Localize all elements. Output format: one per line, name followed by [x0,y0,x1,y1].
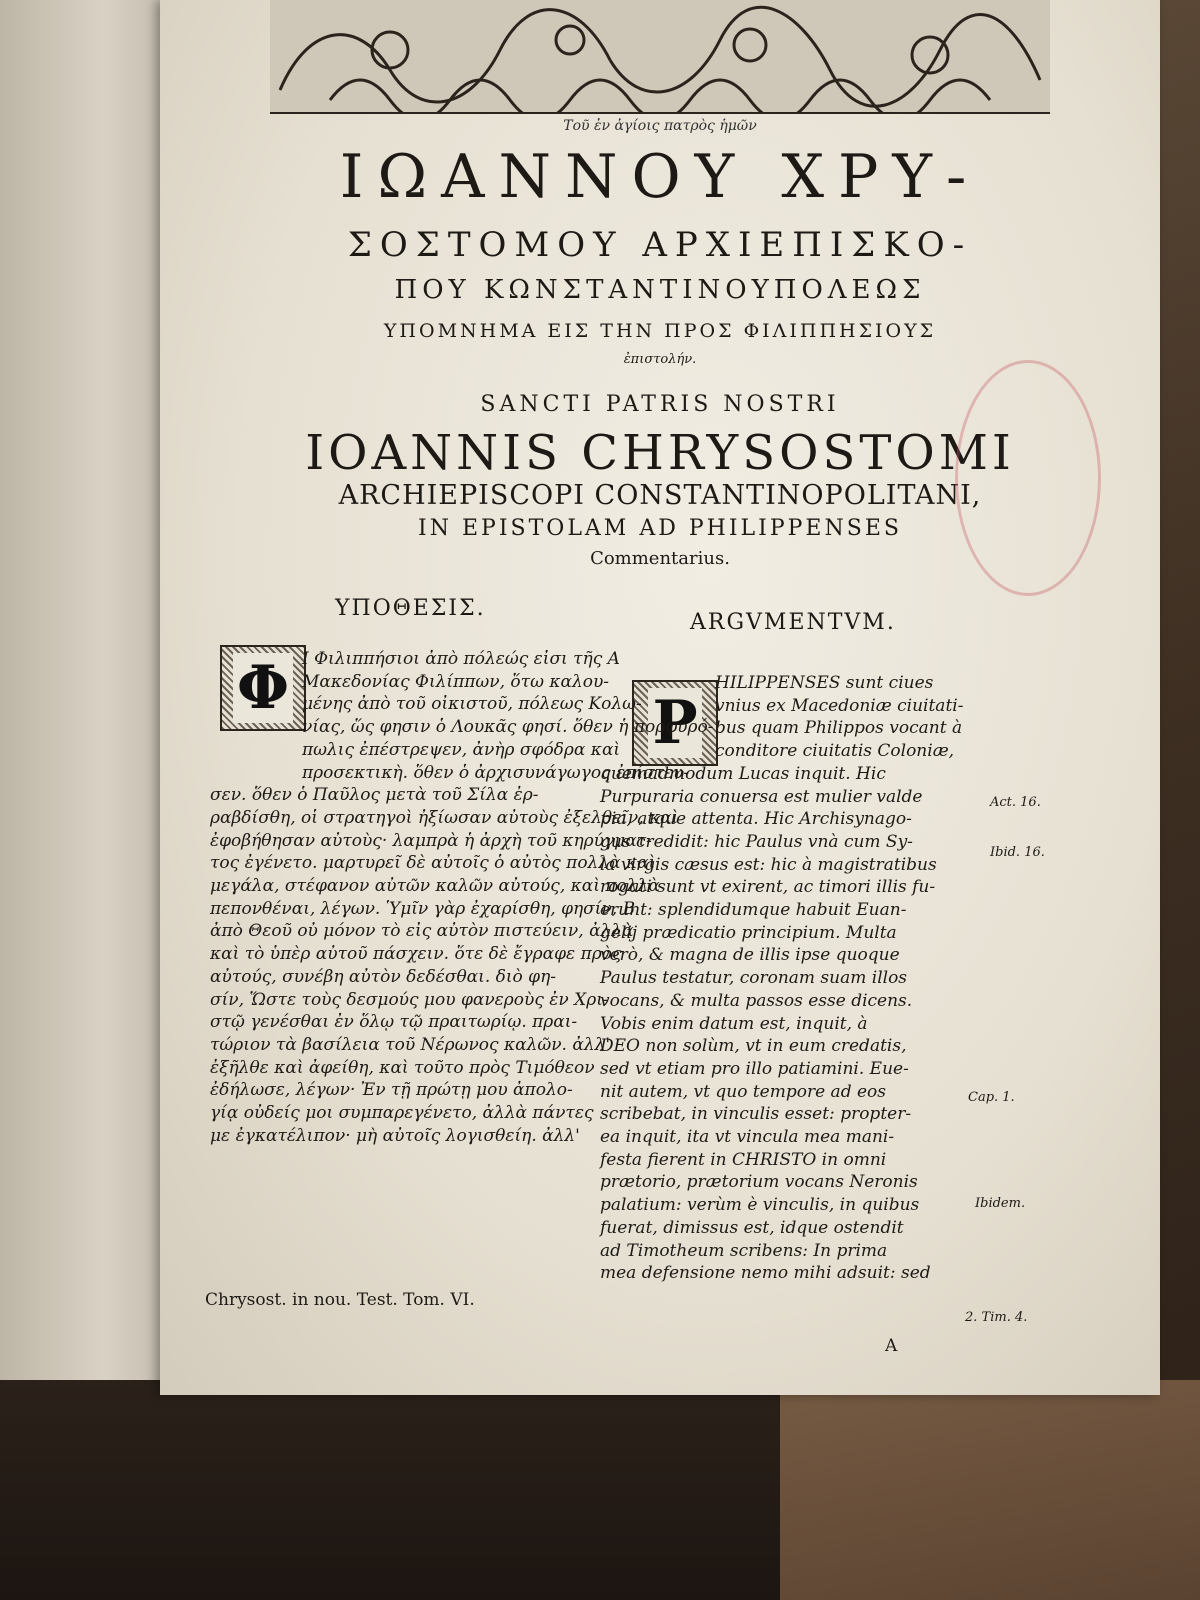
latin-text-column [600,672,1000,1285]
greek-title-line-2: ΣΟΣΤΟΜΟΥ ΑΡΧΙΕΠΙΣΚΟ- [347,225,973,265]
text-line: scribebat, in vinculis esset: propter- [600,1104,912,1125]
text-line: la virgis cæsus est: hic à magistratibus [600,854,937,875]
text-line: ea inquit, ita vt vincula mea mani- [600,1127,895,1148]
text-line: αὐτούς, συνέβη αὐτὸν δεδέσθαι. διὸ φη- [210,966,557,987]
greek-drop-cap-letter: Φ [233,653,293,723]
book-edge [0,1380,780,1600]
latin-drop-cap-letter: P [648,688,701,758]
text-line: καὶ τὸ ὑπὲρ αὐτοῦ πάσχειν. ὅτε δὲ ἔγραφε πρὸς [210,944,622,965]
text-line: palatium: verùm è vinculis, in quibus [600,1195,920,1216]
margin-note: Cap. 1. [968,1090,1015,1105]
latin-title-line-2: IOANNIS CHRYSOSTOMI [305,425,1015,481]
text-line: sed vt etiam pro illo patiamini. Eue- [600,1058,909,1079]
scroll-ornament-icon [270,0,1050,112]
text-line: ἀπὸ Θεοῦ οὐ μόνον τὸ εἰς αὐτὸν πιστεύειν, ἀλλὰ [210,921,634,942]
latin-title-line-4: IN EPISTOLAM AD PHILIPPENSES [418,516,902,541]
text-line: ad Timotheum scribens: In prima [600,1240,888,1261]
margin-note: 2. Tim. 4. [965,1310,1028,1325]
margin-note: Ibid. 16. [990,845,1045,860]
text-line: pia, atque attenta. Hic Archisynago- [600,809,912,830]
text-line: Ι Φιλιππήσιοι ἀπὸ πόλεώς εἰσι τῆς A [302,649,620,669]
text-line: DEO non solùm, vt in eum credatis, [600,1036,907,1057]
text-line: τος ἐγένετο. μαρτυρεῖ δὲ αὐτοῖς ὁ αὐτὸς πολλὰ καὶ [210,853,656,874]
greek-section-heading: ΥΠΟΘΕΣΙΣ. [335,596,486,621]
text-line: προσεκτικὴ. ὅθεν ὁ ἀρχισυνάγωγος ἐπίστευ- [302,762,690,783]
greek-invocation: Τοῦ ἐν ἁγίοις πατρὸς ἡμῶν [563,118,757,134]
text-line: Purpuraria conuersa est mulier valde [600,786,923,807]
latin-section-heading: ARGVMENTVM. [690,610,896,635]
text-line: vocans, & multa passos esse dicens. [600,990,913,1011]
ornamental-headpiece [270,0,1050,114]
greek-title-line-5: ἐπιστολήν. [623,352,697,367]
text-line: fuerat, dimissus est, idque ostendit [600,1217,904,1238]
book-page [160,0,1160,1395]
text-line: verò, & magna de illis ipse quoque [600,945,900,966]
text-line: festa fierent in CHRISTO in omni [600,1149,887,1170]
text-line: bus quam Philippos vocant à [715,718,963,739]
text-line: τώριον τὰ βασίλεια τοῦ Νέρωνος καλῶν. ἀλλ' [210,1034,611,1055]
text-line: ἐδήλωσε, λέγων· Ἐν τῇ πρώτῃ μου ἀπολο- [210,1080,573,1101]
text-line: Paulus testatur, coronam suam illos [600,968,908,989]
greek-title-line-3: ΠΟΥ ΚΩΝΣΤΑΝΤΙΝΟΥΠΟΛΕΩΣ [394,275,926,305]
text-line: στῷ γενέσθαι ἐν ὅλῳ τῷ πραιτωρίῳ. πραι- [210,1012,578,1033]
sheet-signature-letter: A [885,1336,898,1356]
text-line: quemadmodum Lucas inquit. Hic [600,763,886,784]
text-line: με ἐγκατέλιπον· μὴ αὐτοῖς λογισθείη. ἀλλ' [210,1125,580,1146]
greek-text-column [210,648,714,1147]
margin-note: Act. 16. [990,795,1041,810]
text-line: σίν, Ὥστε τοὺς δεσμούς μου φανεροὺς ἐν Χρι- [210,989,609,1010]
latin-title-line-3: ARCHIEPISCOPI CONSTANTINOPOLITANI, [338,480,982,511]
library-stamp [955,360,1101,596]
text-line: ἐφοβήθησαν αὐτοὺς· λαμπρὰ ἡ ἀρχὴ τοῦ κηρύγματ- [210,830,652,851]
text-line: νίας, ὥς φησιν ὁ Λουκᾶς φησί. ὅθεν ἡ πορφυρό- [302,717,714,738]
text-line: σεν. ὅθεν ὁ Παῦλος μετὰ τοῦ Σίλα ἐρ- [210,785,539,806]
text-line: πεπονθέναι, λέγων. Ὑμῖν γὰρ ἐχαρίσθη, φησίν, B [210,898,636,919]
text-line: gelij prædicatio principium. Multa [600,922,897,943]
text-line: γίᾳ οὐδείς μοι συμπαρεγένετο, ἀλλὰ πάντες [210,1103,594,1124]
greek-title-line-1: ΙΩΑΝΝΟΥ ΧΡΥ- [339,142,981,212]
left-page [0,0,170,1420]
text-line: HILIPPENSES sunt ciues [715,673,934,693]
text-line: πωλις ἐπέστρεψεν, ἀνὴρ σφόδρα καὶ [302,739,621,760]
text-line: μεγάλα, στέφανον αὐτῶν καλῶν αὐτούς, καὶ πολλὰ [210,876,660,897]
text-line: mea defensione nemo mihi adsuit: sed [600,1263,931,1284]
text-line: erunt: splendidumque habuit Euan- [600,900,907,921]
latin-title-line-5: Commentarius. [590,548,730,569]
text-line: prætorio, prætorium vocans Neronis [600,1172,918,1193]
text-line: μένης ἀπὸ τοῦ οἰκιστοῦ, πόλεως Κολω- [302,694,642,715]
text-line: conditore ciuitatis Coloniæ, [715,741,955,762]
text-line: Vobis enim datum est, inquit, à [600,1013,868,1034]
text-line: vnius ex Macedoniæ ciuitati- [715,695,964,716]
text-line: gus credidit: hic Paulus vnà cum Sy- [600,831,913,852]
greek-title-line-4: ΥΠΟΜΝΗΜΑ ΕΙΣ ΤΗΝ ΠΡΟΣ ΦΙΛΙΠΠΗΣΙΟΥΣ [383,320,937,342]
text-line: rogati sunt vt exirent, ac timori illis fu- [600,877,936,898]
text-line: Μακεδονίας Φιλίππων, ὅτω καλου- [302,671,610,692]
text-line: ραβδίσθη, οἱ στρατηγοὶ ἠξίωσαν αὐτοὺς ἐξελθεῖν, καὶ [210,807,679,828]
latin-title-line-1: SANCTI PATRIS NOSTRI [480,392,840,417]
text-line: ἐξῆλθε καὶ ἀφείθη, καὶ τοῦτο πρὸς Τιμόθεον [210,1057,595,1078]
margin-note: Ibidem. [975,1196,1026,1211]
text-line: nit autem, vt quo tempore ad eos [600,1081,886,1102]
signature-line: Chrysost. in nou. Test. Tom. VI. [205,1290,475,1310]
